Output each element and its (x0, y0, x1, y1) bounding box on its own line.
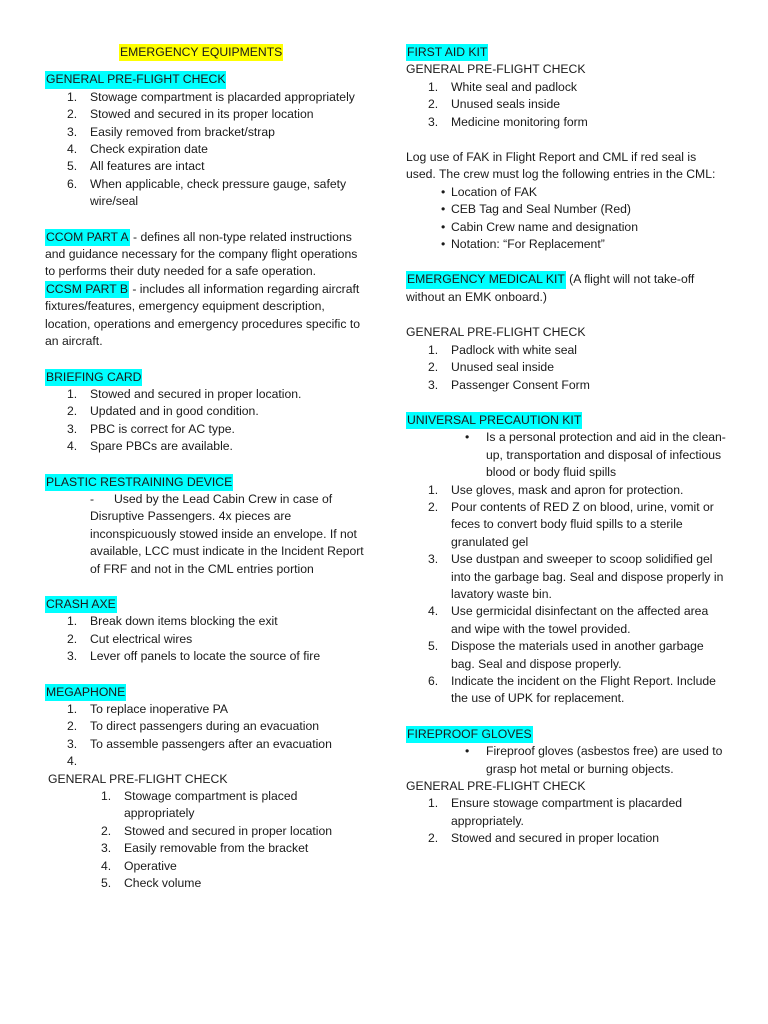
list-item: 4. Operative (101, 858, 177, 873)
ccom-text: - defines all non-type related instructions and guidance necessary for the company flight operations to performs their duty needed for a safe operation. (45, 229, 358, 279)
section-heading: MEGAPHONE (45, 684, 126, 701)
crash-axe-list (45, 613, 367, 665)
ccsm-text: - includes all information regarding aircraft fixtures/features, emergency equipment description, location, operations and emergency procedures specific to an aircraft. (45, 281, 361, 349)
upk-steps-list (406, 482, 728, 708)
section-heading: UNIVERSAL PRECAUTION KIT (406, 412, 582, 429)
section-heading: FIREPROOF GLOVES (406, 726, 533, 743)
list-item: 4. Use germicidal disinfectant on the affected area and wipe with the towel provided. (428, 604, 709, 636)
document-title (119, 44, 367, 61)
list-item: 2. Stowed and secured in proper location (428, 831, 659, 846)
document-title-text: EMERGENCY EQUIPMENTS (119, 44, 283, 61)
list-item: 2. Pour contents of RED Z on blood, urine, vomit or feces to convert body fluid spills to a sterile granulated gel (428, 499, 714, 549)
list-item: • Is a personal protection and aid in the clean-up, transportation and disposal of infectious blood or body fluid spills (465, 430, 726, 480)
list-item: • Cabin Crew name and designation (441, 219, 638, 234)
emk-paragraph (406, 271, 728, 306)
list-item: 3. Passenger Consent Form (428, 377, 590, 392)
first-aid-kit-section (406, 44, 728, 253)
ccom-label: CCOM PART A (45, 229, 130, 246)
plastic-restraining-paragraph (45, 491, 367, 578)
upk-description (406, 429, 728, 481)
list-item: 1. Stowage compartment is placarded appropriately (67, 89, 355, 104)
gloves-description (406, 743, 728, 778)
general-check-list (45, 89, 367, 211)
list-item: 5. Check volume (101, 876, 202, 891)
list-item: • Location of FAK (441, 184, 538, 199)
list-item: 3. Easily removable from the bracket (101, 841, 309, 856)
list-item: • CEB Tag and Seal Number (Red) (441, 202, 631, 217)
briefing-card-list (45, 386, 367, 456)
ccsm-paragraph (45, 281, 367, 351)
list-item: 4. Spare PBCs are available. (67, 439, 233, 454)
list-item: 4. (67, 754, 78, 769)
list-item: 1. Use gloves, mask and apron for protection. (428, 482, 684, 497)
section-heading: PLASTIC RESTRAINING DEVICE (45, 474, 233, 491)
gloves-check-list (406, 795, 728, 847)
list-item: 1. To replace inoperative PA (67, 702, 228, 716)
sub-heading: GENERAL PRE-FLIGHT CHECK (406, 62, 586, 77)
dash-marker: - (90, 491, 95, 506)
list-item: 2. Cut electrical wires (67, 631, 193, 646)
list-item: 1. Ensure stowage compartment is placarded appropriately. (428, 796, 683, 828)
general-preflight-section (45, 71, 367, 210)
megaphone-section (45, 684, 367, 893)
list-item: 3. Use dustpan and sweeper to scoop solidified gel into the garbage bag. Seal and dispose properly in lavatory waste bin. (428, 552, 724, 601)
emk-check-list (406, 342, 728, 394)
list-item: 6. When applicable, check pressure gauge, safety wire/seal (67, 176, 347, 209)
section-heading: FIRST AID KIT (406, 44, 488, 61)
list-item: 3. Lever off panels to locate the source of fire (67, 649, 321, 664)
ccom-section (45, 229, 367, 351)
list-item: 3. To assemble passengers after an evacuation (67, 736, 332, 751)
megaphone-list (45, 701, 367, 771)
universal-precaution-kit-section (406, 412, 728, 708)
list-item: 1. Stowage compartment is placed appropriately (101, 789, 298, 821)
fak-log-paragraph: Log use of FAK in Flight Report and CML if red seal is used. The crew must log the following entries in the CML: (406, 150, 716, 182)
megaphone-check-list (45, 788, 367, 892)
list-item: 4. Check expiration date (67, 142, 208, 157)
list-item: 2. Stowed and secured in its proper location (67, 107, 314, 122)
right-column (406, 44, 728, 848)
list-item: 6. Indicate the incident on the Flight Report. Include the use of UPK for replacement. (428, 674, 716, 706)
list-item: 1. Stowed and secured in proper location. (67, 386, 302, 401)
sub-heading: GENERAL PRE-FLIGHT CHECK (406, 779, 586, 794)
sub-heading: GENERAL PRE-FLIGHT CHECK (48, 771, 228, 786)
emergency-medical-kit-section (406, 271, 728, 393)
section-heading: GENERAL PRE-FLIGHT CHECK (45, 71, 226, 88)
left-column (45, 44, 367, 892)
first-aid-kit-list (406, 79, 728, 131)
ccom-paragraph (45, 229, 367, 281)
list-item: 3. PBC is correct for AC type. (67, 421, 235, 436)
section-heading: CRASH AXE (45, 596, 117, 613)
plastic-restraining-text: Used by the Lead Cabin Crew in case of Disruptive Passengers. 4x pieces are inconspicuously stowed inside an envelope. If not available, LCC must indicate in the Incident Report of FRF and not in the CML entries portion (90, 491, 364, 576)
emk-note: (A flight will not take-off without an EMK onboard.) (406, 272, 695, 304)
list-item: 5. Dispose the materials used in another garbage bag. Seal and dispose properly. (428, 639, 704, 671)
section-heading: EMERGENCY MEDICAL KIT (406, 271, 566, 288)
plastic-restraining-section (45, 474, 367, 578)
fireproof-gloves-section (406, 726, 728, 848)
list-item: 2. To direct passengers during an evacuation (67, 719, 319, 734)
crash-axe-section (45, 596, 367, 666)
list-item: 2. Updated and in good condition. (67, 404, 259, 419)
list-item: • Fireproof gloves (asbestos free) are used to grasp hot metal or burning objects. (465, 744, 723, 776)
briefing-card-section (45, 369, 367, 456)
list-item: 2. Stowed and secured in proper location (101, 823, 332, 838)
list-item: 1. Padlock with white seal (428, 342, 577, 357)
list-item: 1. Break down items blocking the exit (67, 614, 278, 629)
fak-log-entries (406, 184, 728, 254)
list-item: 3. Medicine monitoring form (428, 114, 588, 129)
list-item: 2. Unused seals inside (428, 97, 561, 112)
list-item: 2. Unused seal inside (428, 360, 554, 375)
list-item: 5. All features are intact (67, 159, 205, 174)
ccsm-label: CCSM PART B (45, 281, 129, 298)
sub-heading: GENERAL PRE-FLIGHT CHECK (406, 325, 586, 340)
list-item: 1. White seal and padlock (428, 79, 578, 94)
list-item: 3. Easily removed from bracket/strap (67, 124, 275, 139)
list-item: • Notation: “For Replacement” (441, 237, 605, 252)
section-heading: BRIEFING CARD (45, 369, 142, 386)
